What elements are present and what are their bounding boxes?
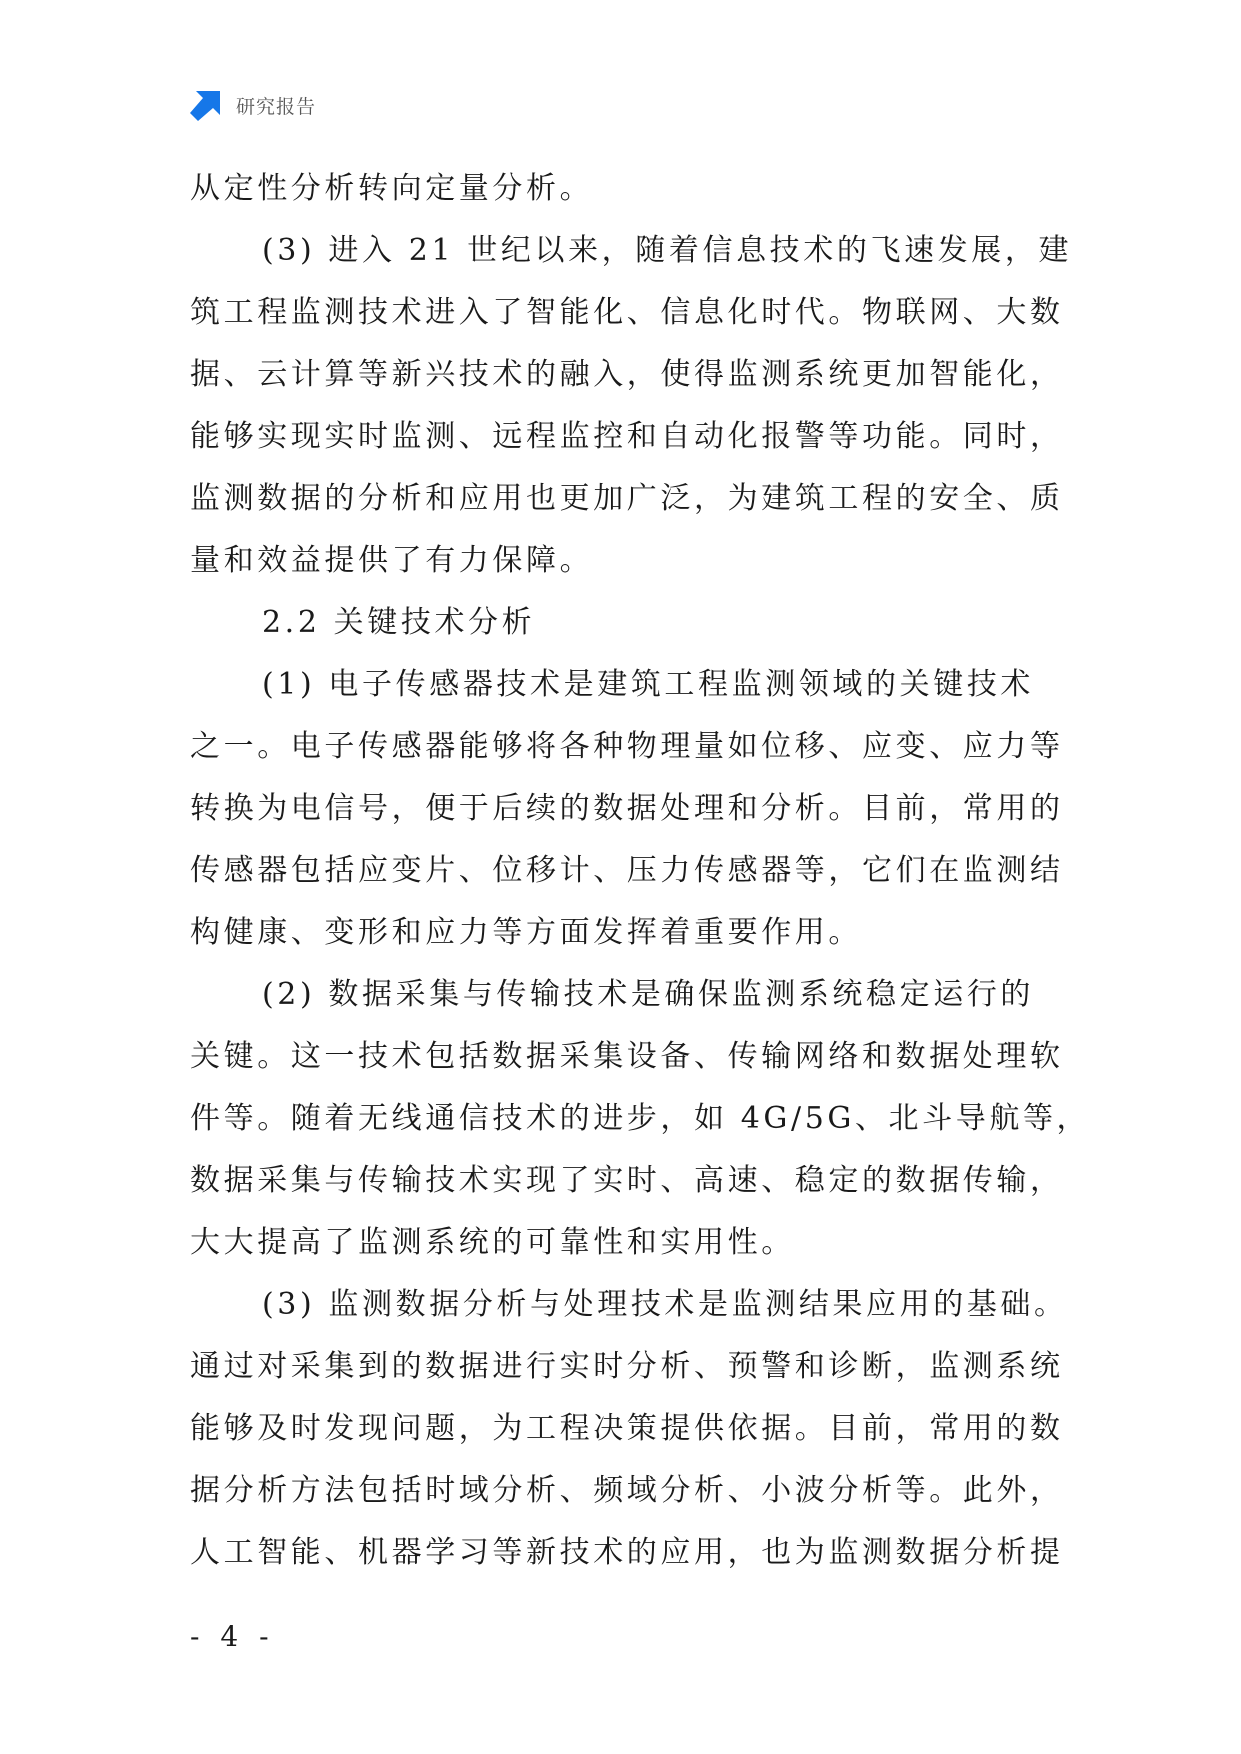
paragraph-line: 据分析方法包括时域分析、频域分析、小波分析等。此外， [190, 1473, 1064, 1508]
document-body [190, 158, 1091, 1584]
page-number: - 4 - [190, 1620, 275, 1653]
paragraph-line: (1) 电子传感器技术是建筑工程监测领域的关键技术 [262, 667, 1035, 702]
paragraph-line: 通过对采集到的数据进行实时分析、预警和诊断，监测系统 [190, 1349, 1064, 1384]
paragraph-line: 能够及时发现问题，为工程决策提供依据。目前，常用的数 [190, 1411, 1064, 1446]
paragraph-line: (2) 数据采集与传输技术是确保监测系统稳定运行的 [262, 977, 1035, 1012]
arrow-up-right-icon [190, 89, 222, 121]
section-heading: 2.2 关键技术分析 [262, 605, 536, 640]
paragraph-line: 量和效益提供了有力保障。 [190, 543, 594, 578]
paragraph-line: 监测数据的分析和应用也更加广泛，为建筑工程的安全、质 [190, 481, 1064, 516]
paragraph-line: 构健康、变形和应力等方面发挥着重要作用。 [190, 915, 862, 950]
paragraph-line: 之一。电子传感器能够将各种物理量如位移、应变、应力等 [190, 729, 1064, 764]
paragraph-line: 能够实现实时监测、远程监控和自动化报警等功能。同时， [190, 419, 1064, 454]
paragraph-line: (3) 监测数据分析与处理技术是监测结果应用的基础。 [262, 1287, 1068, 1322]
page-header [190, 88, 316, 122]
paragraph-line: 筑工程监测技术进入了智能化、信息化时代。物联网、大数 [190, 295, 1064, 330]
paragraph-line: 数据采集与传输技术实现了实时、高速、稳定的数据传输， [190, 1163, 1064, 1198]
paragraph-line: 从定性分析转向定量分析。 [190, 171, 594, 206]
paragraph-line: 转换为电信号，便于后续的数据处理和分析。目前，常用的 [190, 791, 1064, 826]
paragraph-line: 人工智能、机器学习等新技术的应用，也为监测数据分析提 [190, 1535, 1064, 1570]
paragraph-line: 传感器包括应变片、位移计、压力传感器等，它们在监测结 [190, 853, 1064, 888]
paragraph-line: 据、云计算等新兴技术的融入，使得监测系统更加智能化， [190, 357, 1064, 392]
paragraph-line: 关键。这一技术包括数据采集设备、传输网络和数据处理软 [190, 1039, 1064, 1074]
paragraph-line: 件等。随着无线通信技术的进步，如 4G/5G、北斗导航等， [190, 1101, 1091, 1136]
paragraph-line: (3) 进入 21 世纪以来，随着信息技术的飞速发展，建 [262, 233, 1073, 268]
header-title: 研究报告 [236, 95, 317, 118]
paragraph-line: 大大提高了监测系统的可靠性和实用性。 [190, 1225, 795, 1260]
